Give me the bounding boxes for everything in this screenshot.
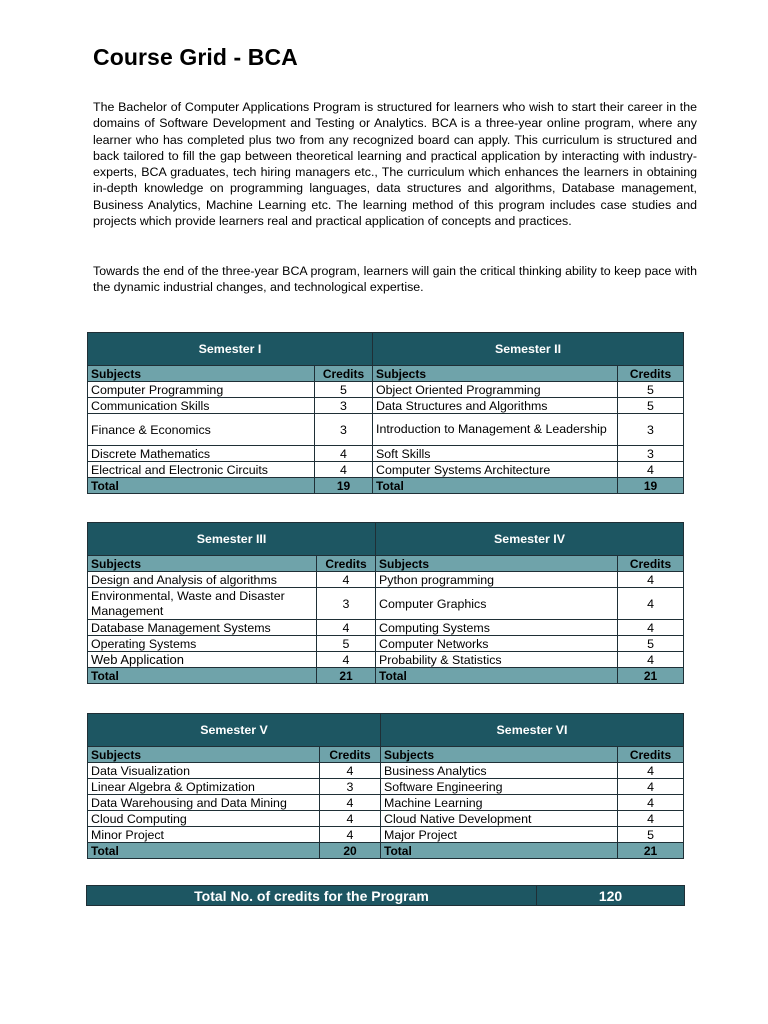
subject-cell: Computer Programming <box>88 382 315 398</box>
credits-column-header: Credits <box>315 366 373 382</box>
subjects-column-header: Subjects <box>88 747 320 763</box>
credit-cell: 3 <box>618 446 684 462</box>
subject-cell: Finance & Economics <box>88 414 315 446</box>
subject-cell: Computer Graphics <box>376 588 618 620</box>
table-row <box>88 398 684 414</box>
credits-column-header: Credits <box>618 556 684 572</box>
credit-cell: 4 <box>317 572 376 588</box>
total-row <box>88 478 684 494</box>
credit-cell: 4 <box>315 462 373 478</box>
credits-column-header: Credits <box>618 747 684 763</box>
credit-cell: 4 <box>320 763 381 779</box>
subjects-column-header: Subjects <box>88 556 317 572</box>
subject-cell: Electrical and Electronic Circuits <box>88 462 315 478</box>
credit-cell: 4 <box>320 795 381 811</box>
subject-cell: Cloud Computing <box>88 811 320 827</box>
credit-cell: 3 <box>618 414 684 446</box>
credits-column-header: Credits <box>320 747 381 763</box>
subject-cell: Minor Project <box>88 827 320 843</box>
subjects-column-header: Subjects <box>381 747 618 763</box>
subject-cell: Database Management Systems <box>88 620 317 636</box>
total-credits: 21 <box>618 668 684 684</box>
total-credits: 19 <box>315 478 373 494</box>
table-row <box>88 763 684 779</box>
subject-cell: Computer Networks <box>376 636 618 652</box>
total-credits: 21 <box>317 668 376 684</box>
intro-paragraph: The Bachelor of Computer Applications Program is structured for learners who wish to start their career in the domains of Software Development and Testing or Analytics. BCA is a three-year online program, where any learner who has completed plus two from any recognized board can apply. This curriculum is structured and back tailored to fill the gap between theoretical learning and practical application by interacting with industry-experts, BCA graduates, tech hiring managers etc., The curriculum which enhances the learners in obtaining in-depth knowledge on programming languages, data structures and algorithms, Database management, Business Analytics, Machine Learning etc. The learning method of this program includes case studies and projects which provide learners real and practical application of concepts and practices. <box>93 100 697 229</box>
credit-cell: 3 <box>320 779 381 795</box>
subject-cell: Object Oriented Programming <box>373 382 618 398</box>
total-credits: 21 <box>618 843 684 859</box>
total-label: Total <box>88 843 320 859</box>
subject-cell: Design and Analysis of algorithms <box>88 572 317 588</box>
subject-cell: Data Structures and Algorithms <box>373 398 618 414</box>
credit-cell: 5 <box>618 636 684 652</box>
table-row <box>88 588 684 620</box>
credit-cell: 3 <box>317 588 376 620</box>
semester-grid-3-4 <box>87 522 684 684</box>
subject-cell: Communication Skills <box>88 398 315 414</box>
table-row <box>88 652 684 668</box>
credit-cell: 5 <box>618 382 684 398</box>
credit-cell: 4 <box>618 763 684 779</box>
credit-cell: 3 <box>315 414 373 446</box>
credit-cell: 4 <box>618 795 684 811</box>
semester-heading: Semester VI <box>381 714 684 747</box>
credit-cell: 5 <box>317 636 376 652</box>
total-label: Total <box>376 668 618 684</box>
total-row <box>88 668 684 684</box>
semester-heading: Semester I <box>88 333 373 366</box>
total-label: Total <box>373 478 618 494</box>
semester-heading: Semester V <box>88 714 381 747</box>
table-row <box>88 572 684 588</box>
subject-cell: Computing Systems <box>376 620 618 636</box>
credit-cell: 4 <box>618 588 684 620</box>
subjects-column-header: Subjects <box>376 556 618 572</box>
semester-heading: Semester II <box>373 333 684 366</box>
semester-grid-1-2 <box>87 332 684 494</box>
credit-cell: 4 <box>618 779 684 795</box>
semester-grid-5-6 <box>87 713 684 859</box>
subject-cell: Data Visualization <box>88 763 320 779</box>
credit-cell: 3 <box>315 398 373 414</box>
subject-cell: Python programming <box>376 572 618 588</box>
subjects-column-header: Subjects <box>373 366 618 382</box>
table-row <box>88 620 684 636</box>
program-total-label: Total No. of credits for the Program <box>87 886 537 906</box>
table-row <box>88 795 684 811</box>
total-row <box>88 843 684 859</box>
credit-cell: 5 <box>315 382 373 398</box>
subject-cell: Machine Learning <box>381 795 618 811</box>
credit-cell: 4 <box>618 572 684 588</box>
table-row <box>88 446 684 462</box>
table-row <box>88 382 684 398</box>
table-row <box>88 414 684 446</box>
credit-cell: 4 <box>320 811 381 827</box>
subject-cell: Discrete Mathematics <box>88 446 315 462</box>
page-title: Course Grid - BCA <box>93 44 298 70</box>
table-row <box>88 462 684 478</box>
semester-heading: Semester III <box>88 523 376 556</box>
subject-cell: Introduction to Management & Leadership <box>373 414 618 446</box>
total-credits: 19 <box>618 478 684 494</box>
credit-cell: 4 <box>618 462 684 478</box>
subject-cell: Probability & Statistics <box>376 652 618 668</box>
credit-cell: 4 <box>315 446 373 462</box>
subject-cell: Data Warehousing and Data Mining <box>88 795 320 811</box>
program-total-value: 120 <box>537 886 685 906</box>
subject-cell: Major Project <box>381 827 618 843</box>
credit-cell: 4 <box>317 652 376 668</box>
credit-cell: 4 <box>320 827 381 843</box>
total-label: Total <box>88 668 317 684</box>
subject-cell: Soft Skills <box>373 446 618 462</box>
subject-cell: Cloud Native Development <box>381 811 618 827</box>
credits-column-header: Credits <box>618 366 684 382</box>
subject-cell: Computer Systems Architecture <box>373 462 618 478</box>
credit-cell: 4 <box>618 620 684 636</box>
subject-cell: Operating Systems <box>88 636 317 652</box>
table-row <box>88 827 684 843</box>
program-total-table <box>86 885 685 906</box>
credit-cell: 5 <box>618 398 684 414</box>
subject-cell: Software Engineering <box>381 779 618 795</box>
credit-cell: 5 <box>618 827 684 843</box>
total-label: Total <box>88 478 315 494</box>
credit-cell: 4 <box>618 811 684 827</box>
credits-column-header: Credits <box>317 556 376 572</box>
table-row <box>88 811 684 827</box>
subject-cell: Web Application <box>88 652 317 668</box>
semester-heading: Semester IV <box>376 523 684 556</box>
table-row <box>88 779 684 795</box>
table-row <box>88 636 684 652</box>
subject-cell: Environmental, Waste and Disaster Management <box>88 588 317 620</box>
outcome-paragraph: Towards the end of the three-year BCA program, learners will gain the critical thinking ability to keep pace with the dynamic industrial changes, and technological expertise. <box>93 264 697 295</box>
subject-cell: Business Analytics <box>381 763 618 779</box>
total-credits: 20 <box>320 843 381 859</box>
subjects-column-header: Subjects <box>88 366 315 382</box>
total-label: Total <box>381 843 618 859</box>
credit-cell: 4 <box>317 620 376 636</box>
credit-cell: 4 <box>618 652 684 668</box>
subject-cell: Linear Algebra & Optimization <box>88 779 320 795</box>
